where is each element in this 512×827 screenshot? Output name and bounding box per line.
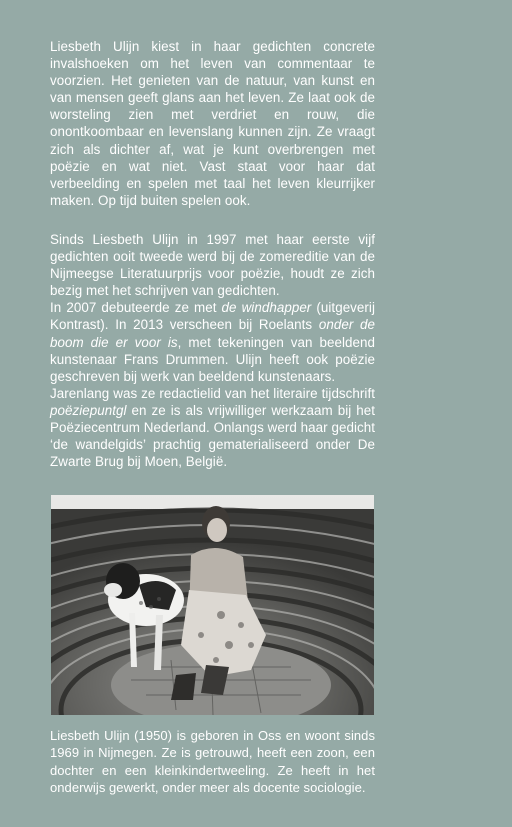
bio-p3-text-a: Jarenlang was ze redactielid van het literaire tijdschrift (50, 385, 375, 401)
journal-title: poëziepuntgl (50, 402, 127, 418)
book-title-onder-de-boom: onder de boom die er voor is (50, 317, 375, 350)
bio-paragraph-2 (50, 299, 375, 384)
bio-p2-text-b: (uitgeverij Kontrast). In 2013 verscheen bij Roelants (50, 300, 375, 333)
biography-section (50, 231, 375, 470)
bio-paragraph-3 (50, 385, 375, 470)
bio-p2-text-a: In 2007 debuteerde ze met (50, 300, 222, 316)
intro-paragraph (50, 38, 375, 209)
bio-paragraph-1: Sinds Liesbeth Ulijn in 1997 met haar eerste vijf gedichten ooit tweede werd bij de zomereditie van de Nijmeegse Literatuurprijs voor poëzie, houdt ze zich bezig met het schrijven van gedichten. (50, 232, 375, 299)
intro-text: Liesbeth Ulijn kiest in haar gedichten concrete invalshoeken om het leven van commentaar te voorzien. Het genieten van de natuur, van kunst en van mensen geeft glans aan het leven. Ze laat ook de worsteling zien met verdriet en rouw, die onontkoombaar en levenslang kunnen zijn. Ze vraagt zich als dichter af, wat je kunt overbrengen met poëzie en wat niet. Vast staat voor haar dat verbeelding en spelen met taal het leven kleurrijker maken. Op tijd buiten spelen ook. (50, 39, 375, 208)
author-photo-illustration (51, 495, 374, 715)
author-caption (50, 727, 375, 796)
book-title-de-windhapper: de windhapper (221, 300, 312, 316)
caption-text: Liesbeth Ulijn (1950) is geboren in Oss en woont sinds 1969 in Nijmegen. Ze is getrouwd, heeft een zoon, een dochter en een kleinkindertweeling. Ze heeft in het onderwijs gewerkt, onder meer als docente sociologie. (50, 728, 375, 795)
bio-p3-text-b: en ze is als vrijwilliger werkzaam bij het Poëziecentrum Nederland. Onlangs werd haar gedicht ‘de wandelgids’ prachtig gematerialiseerd onder De Zwarte Brug bij Moen, België. (50, 402, 375, 470)
bio-p2-text-c: , met tekeningen van beeldend kunstenaar Frans Drummen. Ulijn heeft ook poëzie geschreven bij werk van beeldend kunstenaars. (50, 334, 376, 384)
author-photo (51, 495, 374, 715)
